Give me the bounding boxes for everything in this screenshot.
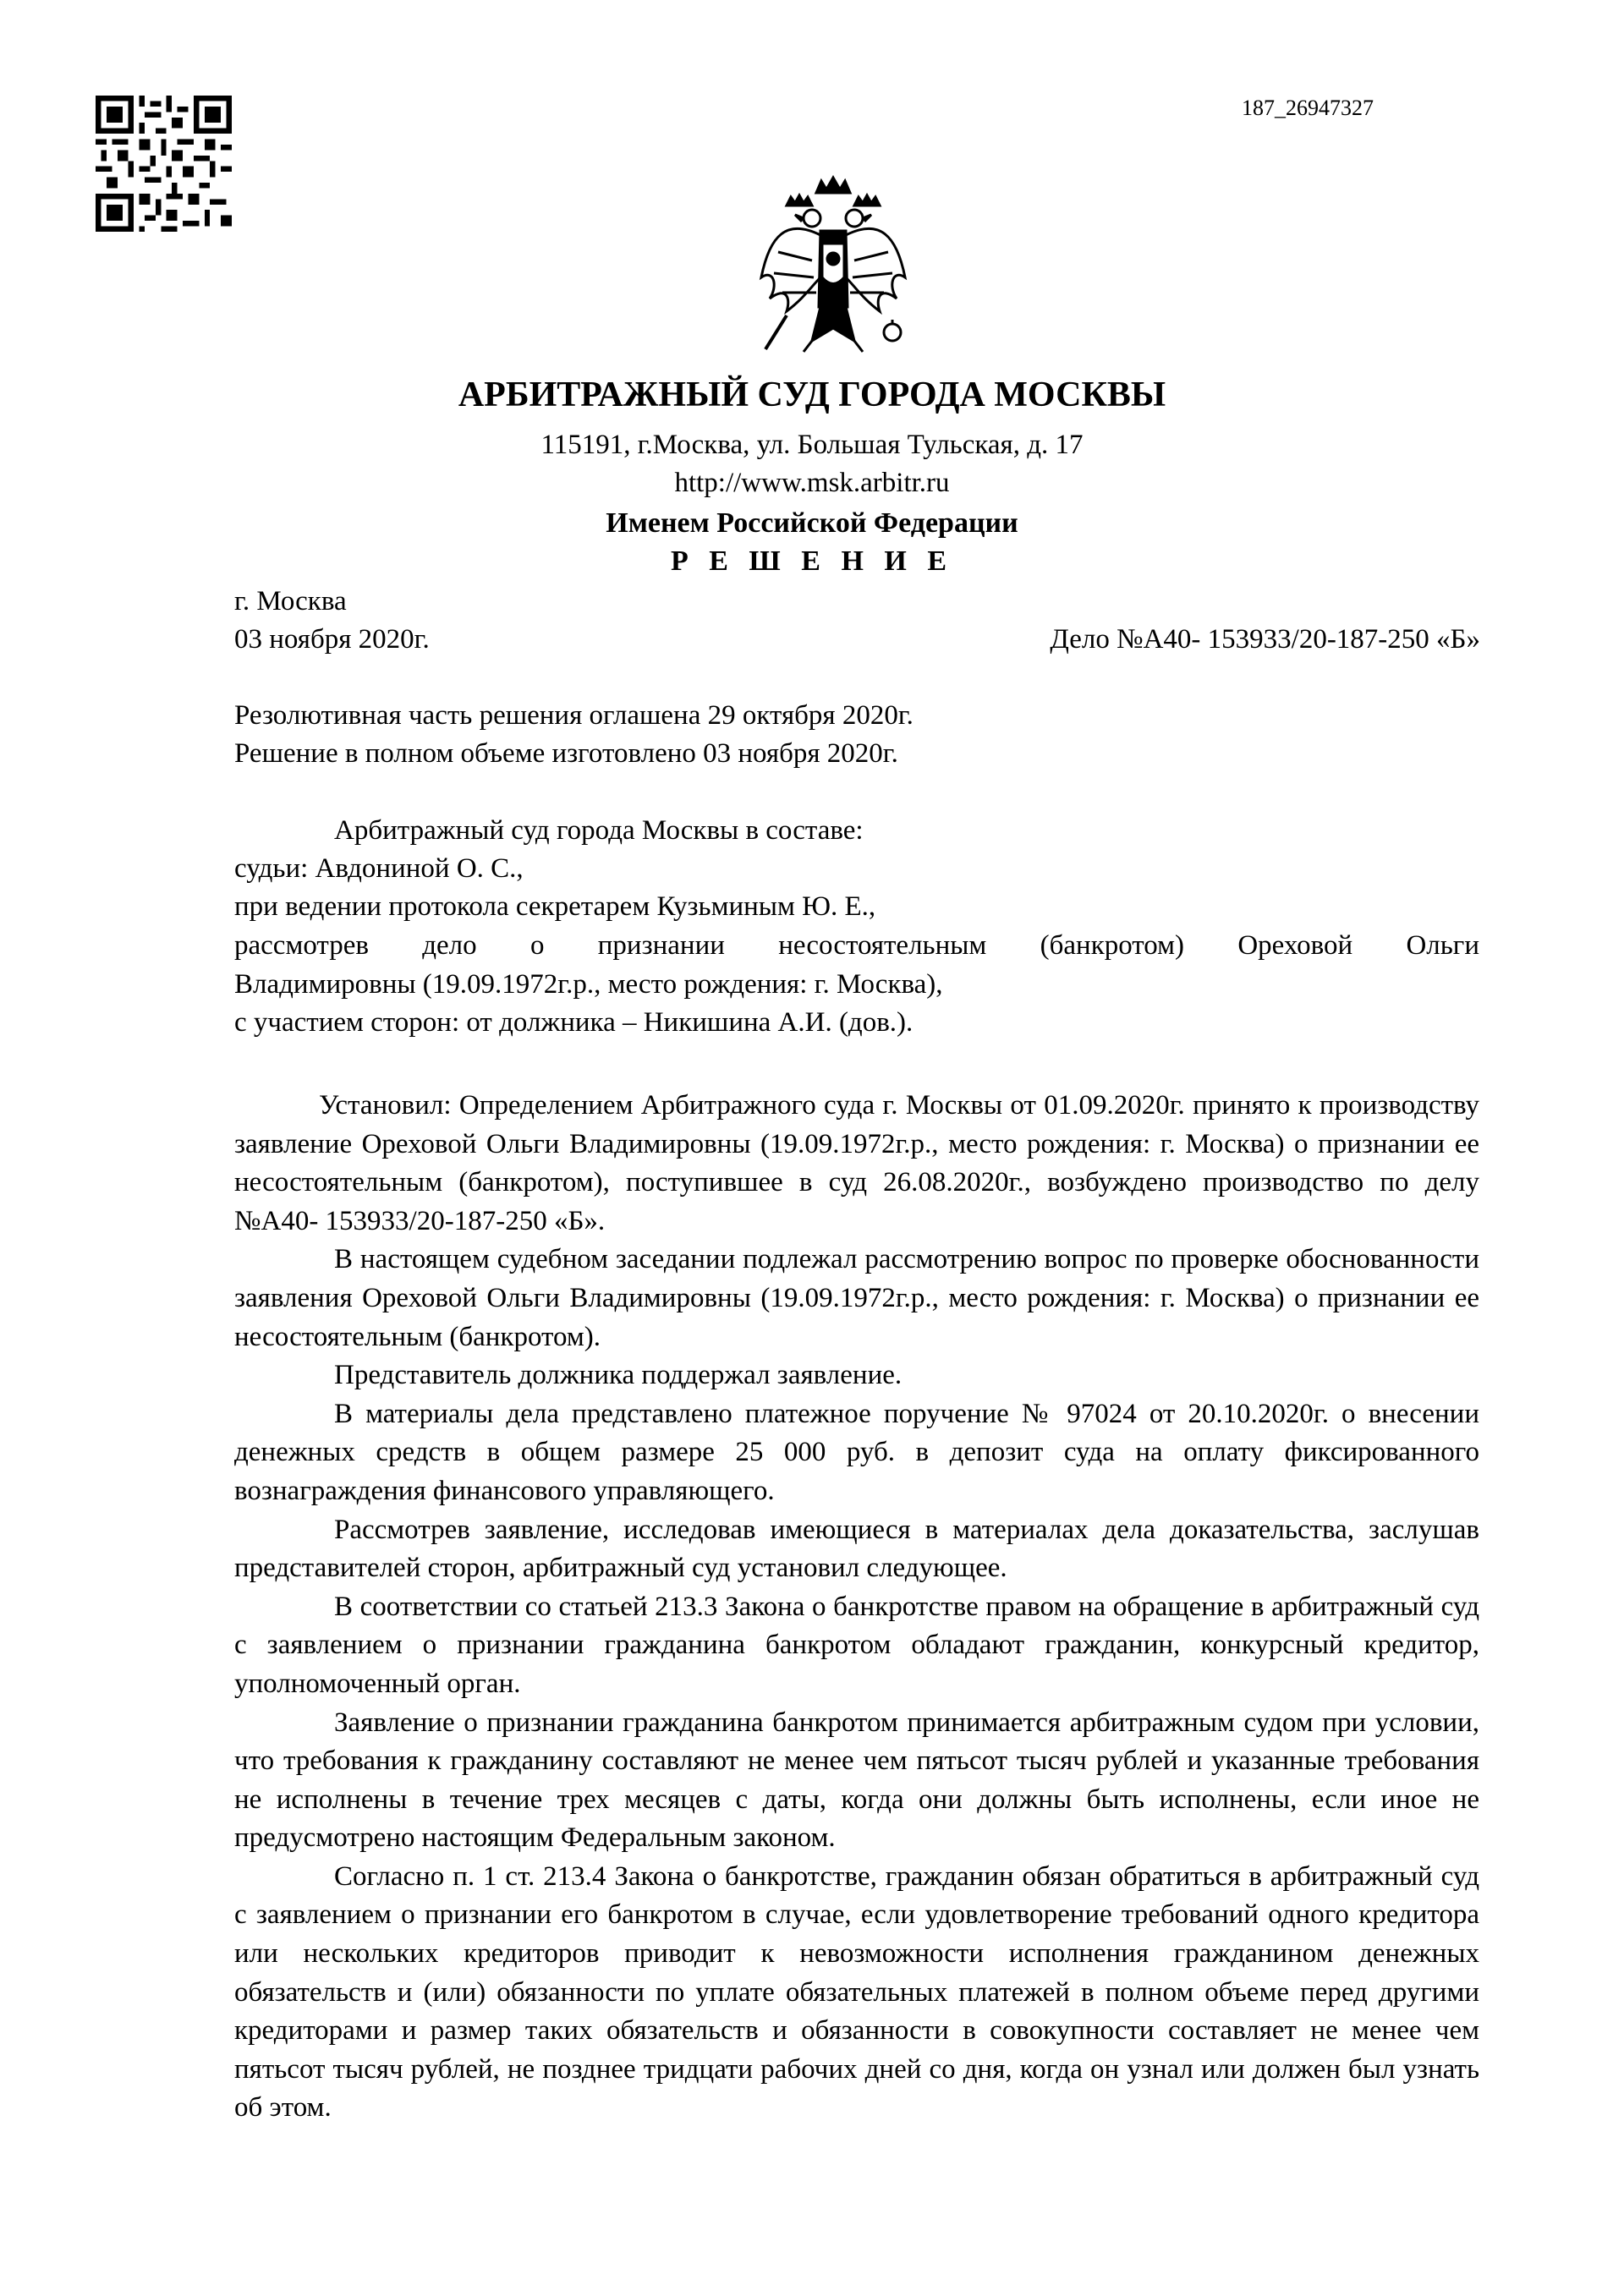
court-address: 115191, г.Москва, ул. Большая Тульская, д. 17 [540, 430, 1084, 460]
court-url: http://www.msk.arbitr.ru [674, 468, 950, 498]
case-number: Дело №А40- 153933/20-187-250 «Б» [1050, 624, 1480, 655]
paragraph: Установил: Определением Арбитражного суда г. Москвы от 01.09.2020г. принято к производству заявление Ореховой Ольги Владимировны (19.09.1972г.р., место рождения: г. Москва) о признании ее несостоятельным (банкротом), поступившее в суд 26.08.2020г., возбуждено производство по делу №А40- 153933/20-187-250 «Б». [234, 1090, 1479, 1236]
composition-line: Владимировны (19.09.1972г.р., место рождения: г. Москва), [234, 969, 943, 1000]
paragraph: В соответствии со статьей 213.3 Закона о банкротстве правом на обращение в арбитражный суд с заявлением о признании гражданина банкротом обладают гражданин, конкурсный кредитор, уполномоченный орган. [234, 1591, 1479, 1699]
composition-line: рассмотрев дело о признании несостоятельным (банкротом) Ореховой Ольги [234, 930, 1479, 961]
qr-code-icon [96, 96, 232, 232]
document-id: 187_26947327 [1242, 96, 1374, 120]
coat-of-arms-emblem [753, 159, 914, 359]
decision-body [234, 1087, 1479, 2128]
paragraph: Рассмотрев заявление, исследовав имеющиеся в материалах дела доказательства, заслушав представителей сторон, арбитражный суд установил следующее. [234, 1514, 1479, 1584]
announcement-line: Резолютивная часть решения оглашена 29 октября 2020г. [234, 700, 914, 731]
paragraph: В настоящем судебном заседании подлежал рассмотрению вопрос по проверке обоснованности заявления Ореховой Ольги Владимировны (19.09.1972г.р., место рождения: г. Москва) о признании ее несостоятельным (банкротом). [234, 1244, 1479, 1352]
paragraph: В материалы дела представлено платежное поручение № 97024 от 20.10.2020г. о внесении денежных средств в общем размере 25 000 руб. в депозит суда на оплату фиксированного вознаграждения финансового управляющего. [234, 1398, 1479, 1506]
in-name-of-federation: Именем Российской Федерации [606, 507, 1018, 539]
announcement-line: Решение в полном объеме изготовлено 03 ноября 2020г. [234, 738, 898, 769]
document-title: Р Е Ш Е Н И Е [670, 545, 954, 577]
composition-line: при ведении протокола секретарем Кузьминым Ю. Е., [234, 891, 876, 922]
court-name: АРБИТРАЖНЫЙ СУД ГОРОДА МОСКВЫ [458, 375, 1166, 414]
city: г. Москва [234, 586, 347, 616]
composition-line: судьи: Авдониной О. С., [234, 853, 524, 884]
composition-intro: Арбитражный суд города Москвы в составе: [334, 815, 864, 846]
paragraph: Заявление о признании гражданина банкротом принимается арбитражным судом при условии, что требования к гражданину составляют не менее чем пятьсот тысяч рублей и указанные требования не исполнены в течение трех месяцев с даты, когда они должны быть исполнены, если иное не предусмотрено настоящим Федеральным законом. [234, 1707, 1479, 1854]
composition-line: с участием сторон: от должника – Никишина А.И. (дов.). [234, 1007, 914, 1038]
decision-date: 03 ноября 2020г. [234, 624, 430, 655]
paragraph: Представитель должника поддержал заявление. [334, 1360, 903, 1391]
paragraph: Согласно п. 1 ст. 213.4 Закона о банкротстве, гражданин обязан обратиться в арбитражный суд с заявлением о признании его банкротом в случае, если удовлетворение требований одного кредитора или нескольких кредиторов приводит к невозможности исполнения гражданином денежных обязательств и (или) обязанности по уплате обязательных платежей в полном объеме перед другими кредиторами и размер таких обязательств и обязанности в совокупности составляет не менее чем пятьсот тысяч рублей, не позднее тридцати рабочих дней со дня, когда он узнал или должен был узнать об этом. [234, 1860, 1479, 2123]
